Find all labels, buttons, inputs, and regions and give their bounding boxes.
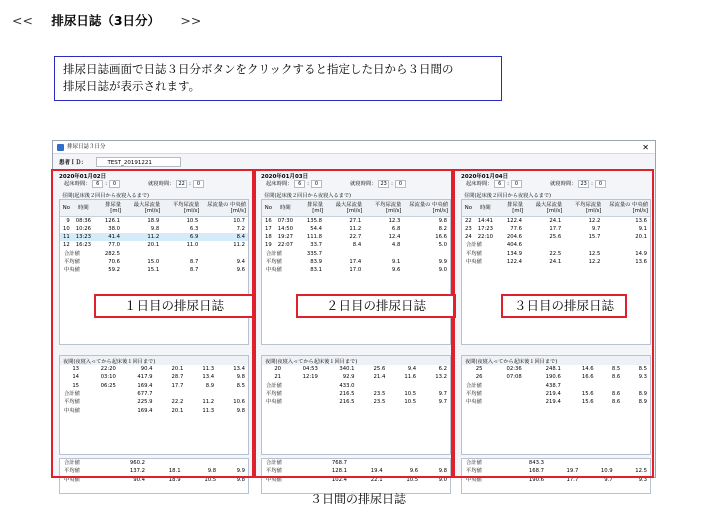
column-header: 最大尿流量 [ml/s] bbox=[525, 200, 564, 216]
day-date: 2020年01月03日 bbox=[261, 174, 309, 180]
sleep-hour-field[interactable]: 23 bbox=[378, 180, 389, 188]
stat-row: 平均値 225.9 22.2 11.2 10.6 bbox=[64, 399, 245, 406]
next-page-link[interactable]: >> bbox=[180, 13, 202, 28]
column-header: No bbox=[262, 200, 275, 216]
daytime-table bbox=[59, 199, 249, 345]
patient-id-field[interactable]: TEST_20191221 bbox=[96, 157, 181, 167]
column-header: 時間 bbox=[475, 200, 496, 216]
table-row[interactable]: 9 08:36 126.1 18.9 10.5 10.7 bbox=[66, 217, 245, 224]
table-header bbox=[462, 200, 650, 216]
time-settings: 起床時間： 6 : 0 就寝時間： 22 : 0 bbox=[55, 179, 253, 190]
day-label-callout: １日目の排尿日誌 bbox=[94, 294, 254, 318]
day-panel-3 bbox=[457, 169, 655, 483]
daytime-section-label: 昼間(起床後２回目から夜寝入るまで) bbox=[264, 193, 352, 199]
nighttime-section-label: 夜間(夜寝入ってから起床後１回目まで) bbox=[60, 356, 248, 365]
stat-row: 平均値 83.9 17.4 9.1 9.9 bbox=[266, 258, 447, 265]
nighttime-table bbox=[261, 355, 451, 455]
stat-row: 中央値 190.6 17.7 9.7 9.3 bbox=[466, 476, 647, 483]
nighttime-table bbox=[461, 355, 651, 455]
table-row[interactable]: 22 14:41 122.4 24.1 12.2 13.6 bbox=[465, 217, 647, 224]
stat-row: 中央値 169.4 20.1 11.3 9.8 bbox=[64, 407, 245, 414]
table-row[interactable]: 26 07:08 190.6 16.6 8.6 9.3 bbox=[475, 374, 647, 381]
sleep-minute-field[interactable]: 0 bbox=[193, 180, 204, 188]
day-panel-2 bbox=[257, 169, 455, 483]
stat-row: 平均値 219.4 15.6 8.6 8.9 bbox=[466, 391, 647, 398]
wake-minute-field[interactable]: 0 bbox=[311, 180, 322, 188]
total-table bbox=[461, 458, 651, 494]
nighttime-section-label: 夜間(夜寝入ってから起床後１回目まで) bbox=[462, 356, 650, 365]
wake-minute-field[interactable]: 0 bbox=[511, 180, 522, 188]
prev-page-link[interactable]: << bbox=[12, 13, 33, 28]
stat-row: 合計値 960.2 bbox=[64, 460, 146, 467]
stat-row: 平均値 134.9 22.5 12.5 14.9 bbox=[466, 250, 647, 257]
column-header: 尿流量の 中央値[ml/s] bbox=[201, 200, 248, 216]
table-row[interactable]: 23 17:23 77.6 17.7 9.7 9.1 bbox=[465, 225, 647, 232]
stat-row: 平均値 128.1 19.4 9.6 9.8 bbox=[266, 468, 447, 475]
table-row[interactable]: 11 13:23 41.4 11.2 6.9 8.4 bbox=[60, 233, 248, 241]
column-header: 尿流量の 中央値[ml/s] bbox=[603, 200, 650, 216]
stat-row: 合計値 768.7 bbox=[266, 460, 348, 467]
column-header: No bbox=[462, 200, 475, 216]
nighttime-table bbox=[59, 355, 249, 455]
sleep-hour-field[interactable]: 23 bbox=[578, 180, 589, 188]
stat-row: 中央値 216.5 23.5 10.5 9.7 bbox=[266, 399, 447, 406]
column-header: No bbox=[60, 200, 73, 216]
window-title: 排尿日誌３日分 bbox=[67, 144, 106, 150]
sleep-hour-field[interactable]: 22 bbox=[176, 180, 187, 188]
table-row[interactable]: 17 14:50 54.4 11.2 6.8 8.2 bbox=[265, 225, 447, 232]
daytime-section-label: 昼間(起床後２回目から夜寝入るまで) bbox=[464, 193, 552, 199]
table-row[interactable]: 25 02:36 248.1 14.6 8.5 8.5 bbox=[475, 366, 647, 373]
day-date: 2020年01月02日 bbox=[59, 174, 107, 180]
table-row[interactable]: 18 19:27 111.8 22.7 12.4 16.6 bbox=[265, 233, 447, 240]
window-titlebar bbox=[53, 141, 655, 154]
column-header: 排尿量 [ml] bbox=[496, 200, 525, 216]
time-settings: 起床時間： 6 : 0 就寝時間： 23 : 0 bbox=[257, 179, 455, 190]
total-table bbox=[261, 458, 451, 494]
stat-row: 合計値 404.6 bbox=[466, 242, 523, 249]
daytime-section-label: 昼間(起床後２回目から夜寝入るまで) bbox=[62, 193, 150, 199]
table-row[interactable]: 12 16:23 77.0 20.1 11.0 11.2 bbox=[63, 242, 245, 249]
stat-row: 中央値 102.4 22.1 10.5 9.0 bbox=[266, 476, 447, 483]
day-date: 2020年01月04日 bbox=[461, 174, 509, 180]
stat-row: 合計値 433.0 bbox=[266, 382, 355, 389]
stat-row: 合計値 843.3 bbox=[466, 460, 544, 467]
wake-minute-field[interactable]: 0 bbox=[109, 180, 120, 188]
table-row[interactable]: 14 03:10 417.9 28.7 13.4 9.8 bbox=[72, 374, 245, 381]
column-header: 尿流量の 中央値[ml/s] bbox=[403, 200, 450, 216]
column-header: 時間 bbox=[73, 200, 94, 216]
stat-row: 合計値 282.5 bbox=[64, 250, 121, 257]
stat-row: 平均値 168.7 19.7 10.9 12.5 bbox=[466, 468, 647, 475]
sleep-minute-field[interactable]: 0 bbox=[395, 180, 406, 188]
wake-hour-field[interactable]: 6 bbox=[294, 180, 305, 188]
day-panel-1 bbox=[55, 169, 253, 483]
stat-row: 中央値 122.4 24.1 12.2 13.6 bbox=[466, 258, 647, 265]
sleep-minute-field[interactable]: 0 bbox=[595, 180, 606, 188]
table-header bbox=[262, 200, 450, 216]
wake-hour-field[interactable]: 6 bbox=[494, 180, 505, 188]
description-line-2: 排尿日誌が表示されます。 bbox=[63, 79, 201, 93]
stat-row: 合計値 677.7 bbox=[64, 391, 153, 398]
wake-hour-field[interactable]: 6 bbox=[92, 180, 103, 188]
app-icon bbox=[57, 144, 64, 151]
table-row[interactable]: 21 12:19 92.9 21.4 11.6 13.2 bbox=[274, 374, 447, 381]
time-settings: 起床時間： 6 : 0 就寝時間： 23 : 0 bbox=[457, 179, 655, 190]
column-header: 平均尿流量 [ml/s] bbox=[162, 200, 201, 216]
stat-row: 中央値 90.4 18.9 10.5 9.8 bbox=[64, 476, 245, 483]
patient-id-label: 患者ＩＤ： bbox=[59, 160, 87, 166]
table-row[interactable]: 24 22:10 204.6 25.6 15.7 20.1 bbox=[465, 233, 647, 240]
stat-row: 平均値 216.5 23.5 10.5 9.7 bbox=[266, 391, 447, 398]
table-row[interactable]: 15 06:25 169.4 17.7 8.9 8.5 bbox=[72, 382, 245, 389]
nighttime-section-label: 夜間(夜寝入ってから起床後１回目まで) bbox=[262, 356, 450, 365]
column-header: 最大尿流量 [ml/s] bbox=[123, 200, 162, 216]
table-row[interactable]: 20 04:53 340.1 25.6 9.4 6.2 bbox=[274, 366, 447, 373]
page-title: 排尿日誌（3日分） bbox=[51, 13, 161, 28]
stat-row: 合計値 335.7 bbox=[266, 250, 323, 257]
table-row[interactable]: 16 07:30 135.8 27.1 12.3 9.8 bbox=[265, 217, 447, 224]
table-row[interactable]: 13 22:20 90.4 20.1 11.3 13.4 bbox=[72, 366, 245, 373]
total-table bbox=[59, 458, 249, 494]
close-icon[interactable]: ✕ bbox=[642, 143, 649, 152]
stat-row: 平均値 137.2 18.1 9.8 9.9 bbox=[64, 468, 245, 475]
column-header: 平均尿流量 [ml/s] bbox=[364, 200, 403, 216]
description-line-1: 排尿日誌画面で日誌３日分ボタンをクリックすると指定した日から３日間の bbox=[63, 62, 454, 76]
column-header: 排尿量 [ml] bbox=[296, 200, 325, 216]
table-row[interactable]: 19 22:07 33.7 8.4 4.8 5.0 bbox=[265, 242, 447, 249]
patient-id-row bbox=[59, 157, 181, 168]
stat-row: 中央値 83.1 17.0 9.6 9.0 bbox=[266, 267, 447, 274]
breadcrumb-nav bbox=[12, 11, 201, 29]
day-label-callout: ３日目の排尿日誌 bbox=[501, 294, 627, 318]
daytime-table bbox=[461, 199, 651, 345]
column-header: 最大尿流量 [ml/s] bbox=[325, 200, 364, 216]
stat-row: 平均値 70.6 15.0 8.7 9.4 bbox=[64, 258, 245, 265]
stat-row: 中央値 59.2 15.1 8.7 9.6 bbox=[64, 267, 245, 274]
column-header: 排尿量 [ml] bbox=[94, 200, 123, 216]
column-header: 平均尿流量 [ml/s] bbox=[564, 200, 603, 216]
daytime-table bbox=[261, 199, 451, 345]
figure-caption: ３日間の排尿日誌 bbox=[309, 492, 406, 506]
description-box bbox=[54, 56, 502, 101]
column-header: 時間 bbox=[275, 200, 296, 216]
table-row[interactable]: 10 10:26 38.0 9.8 6.3 7.2 bbox=[63, 225, 245, 232]
day-label-callout: ２日目の排尿日誌 bbox=[296, 294, 456, 318]
table-header bbox=[60, 200, 248, 216]
stat-row: 合計値 438.7 bbox=[466, 382, 561, 389]
stat-row: 中央値 219.4 15.6 8.6 8.9 bbox=[466, 399, 647, 406]
